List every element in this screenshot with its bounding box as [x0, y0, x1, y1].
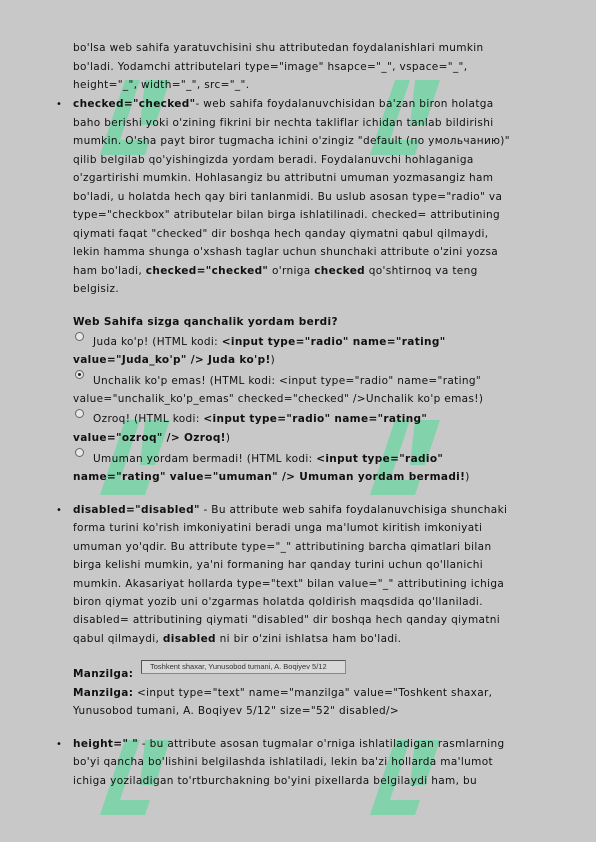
paragraph-line: belgisiz.: [73, 283, 120, 295]
paragraph-line: umuman yo'qdir. Bu attribute type="_" attributining barcha qimatlari bilan: [73, 541, 492, 553]
list-bullet: •: [56, 739, 62, 750]
radio-juda-kop[interactable]: [75, 332, 84, 341]
paragraph-line: [93, 336, 446, 349]
paragraph-line: birga kelishi mumkin, ya'ni formaning har qanday turini uchun qo'llanichi: [73, 559, 484, 571]
paragraph-line: [73, 504, 507, 517]
paragraph-line: mumkin. O'sha payt biror tugmacha ichini o'zingiz "default (по умольчанию)": [73, 135, 510, 147]
paragraph-line: value="unchalik_ko'p_emas" checked="checked" />Unchalik ko'p emas!): [73, 393, 484, 405]
paragraph-line: [73, 738, 505, 751]
paragraph-line: Yunusobod tumani, A. Boqiyev 5/12" size="52" disabled/>: [73, 705, 399, 717]
keyword-height: height=" ": [73, 738, 139, 750]
text: - Bu attribute web sahifa foydalanuvchisiga shunchaki: [199, 504, 508, 516]
code: <input type="radio" name="rating": [203, 413, 428, 425]
text: - web sahifa foydalanuvchisidan ba'zan biron holatga: [195, 98, 494, 110]
text: ): [465, 471, 470, 483]
paragraph-line: mumkin. Akasariyat hollarda type="text" bilan value="_" attributining ichiga: [73, 578, 505, 590]
paragraph-line: qilib belgilab qo'yishingizda yordam beradi. Foydalanuvchi hohlaganiga: [73, 154, 474, 166]
paragraph-line: [73, 354, 275, 367]
text: - bu attribute asosan tugmalar o'rniga ishlatiladigan rasmlarning: [138, 738, 505, 750]
paragraph-line: type="checkbox" atributelar bilan birga ishlatilinadi. checked= attributining: [73, 209, 501, 221]
paragraph-line: [73, 471, 470, 484]
text: ): [270, 354, 276, 366]
paragraph-line: height="_", width="_", src="_".: [73, 79, 250, 91]
paragraph-line: [73, 432, 230, 445]
paragraph-line: lekin hamma shunga o'xshash taglar uchun shunchaki attribute o'zini yozsa: [73, 246, 499, 258]
question-title: Web Sahifa sizga qanchalik yordam berdi?: [73, 316, 338, 328]
paragraph-line: bo'ladi, u holatda hech qay biri tanlanmidi. Bu uslub asosan type="radio" va: [73, 191, 503, 203]
paragraph-line: forma turini ko'rish imkoniyatini beradi unga ma'lumot kiritish imkoniyati: [73, 522, 483, 534]
paragraph-line: bo'ladi. Yodamchi attributelari type="image" hsapce="_", vspace="_",: [73, 61, 468, 73]
manzilga-label: Manzilga:: [73, 668, 134, 680]
paragraph-line: [73, 633, 401, 646]
code: value="Juda_ko'p" /> Juda ko'p!: [73, 354, 271, 366]
paragraph-line: [73, 687, 492, 700]
radio-ozroq[interactable]: [75, 409, 84, 418]
paragraph-line: disabled= attributining qiymati "disabled" dir boshqa hech qanday qiymatni: [73, 614, 501, 626]
text: ni bir o'zini ishlatsa ham bo'ladi.: [215, 633, 402, 645]
radio-label: Juda ko'p! (HTML kodi:: [93, 336, 222, 348]
radio-unchalik-kop-emas[interactable]: [75, 370, 84, 379]
text: qo'shtirnoq va teng: [365, 265, 478, 277]
radio-label: Ozroq! (HTML kodi:: [93, 413, 204, 425]
text: ham bo'ladi,: [73, 265, 146, 277]
code: <input type="radio" name="rating": [221, 336, 446, 348]
paragraph-line: bo'yi qancha bo'lishini belgilashda ishlatiladi, lekin ba'zi hollarda ma'lumot: [73, 756, 493, 768]
keyword-checked: checked="checked": [145, 265, 269, 277]
text: o'rniga: [268, 265, 315, 277]
paragraph-line: [93, 453, 443, 466]
paragraph-line: [73, 98, 494, 111]
manzilga-disabled-input: Toshkent shaxar, Yunusobod tumani, A. Boqiyev 5/12: [141, 660, 346, 674]
code: <input type="text" name="manzilga" value="Toshkent shaxar,: [133, 687, 493, 699]
radio-label: Umuman yordam bermadi! (HTML kodi:: [93, 453, 317, 465]
code: value="ozroq" /> Ozroq!: [73, 432, 226, 444]
paragraph-line: [93, 413, 427, 426]
paragraph-line: biron qiymat yozib uni o'zgarmas holatda qoldirish maqsdida qo'llaniladi.: [73, 596, 483, 608]
list-bullet: •: [56, 99, 62, 110]
list-bullet: •: [56, 505, 62, 516]
paragraph-line: ichiga yoziladigan to'rtburchakning bo'yini pixellarda belgilaydi ham, bu: [73, 775, 477, 787]
keyword-disabled: disabled="disabled": [73, 504, 200, 516]
paragraph-line: bo'lsa web sahifa yaratuvchisini shu attributedan foydalanishlari mumkin: [73, 42, 484, 54]
code: <input type="radio": [316, 453, 444, 465]
keyword-checked: checked: [314, 265, 366, 277]
code-label: Manzilga:: [73, 687, 134, 699]
radio-umuman[interactable]: [75, 448, 84, 457]
text: qabul qilmaydi,: [73, 633, 163, 645]
text: ): [225, 432, 231, 444]
code: name="rating" value="umuman" /> Umuman yordam bermadi!: [73, 471, 466, 483]
paragraph-line: Unchalik ko'p emas! (HTML kodi: <input type="radio" name="rating": [93, 375, 482, 387]
keyword-disabled: disabled: [162, 633, 216, 645]
keyword-checked: checked="checked": [73, 98, 196, 110]
paragraph-line: o'zgartirishi mumkin. Hohlasangiz bu attributni umuman yozmasangiz ham: [73, 172, 494, 184]
paragraph-line: baho berishi yoki o'zining fikrini bir nechta takliflar ichidan tanlab bildirishi: [73, 117, 494, 129]
paragraph-line: [73, 265, 478, 278]
paragraph-line: qiymati faqat "checked" dir boshqa hech qanday qiymatni qabul qilmaydi,: [73, 228, 489, 240]
